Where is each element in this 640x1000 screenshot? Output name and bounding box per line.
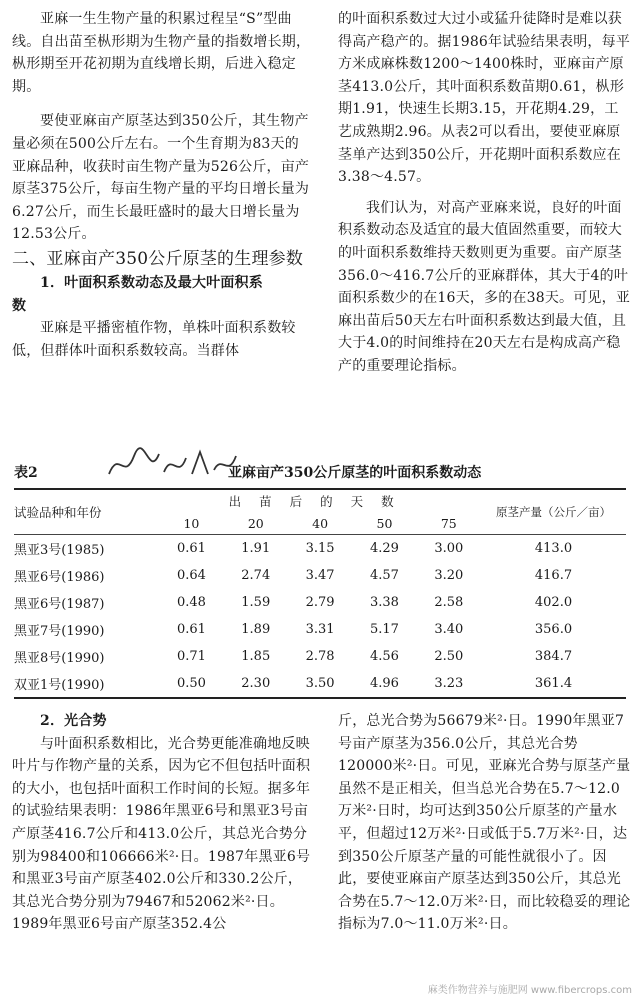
cell-yield: 361.4 bbox=[534, 676, 573, 691]
cell-variety: 黑亚8号(1990) bbox=[14, 651, 105, 666]
column-header-day: 75 bbox=[440, 515, 457, 531]
table-title-row bbox=[14, 462, 626, 484]
paragraph: 斤，总光合势为56679米²·日。1990年黑亚7号亩产原茎为356.0公斤，其总光合势120000米²·日。可见，亚麻光合势与原茎产量虽然不是正相关，但当总光合势在5.7～12.0万米²·日时，均可达到350公斤原茎的产量水平，但超过12万米²·日或低于5.7万米²·日，达到350公斤原茎产量的可能性就很小了。因此，要使亚麻亩产原茎达到350公斤，其总光合势在5.7～12.0万米²·日，而比较稳妥的理论指标为7.0～11.0万米²·日。 bbox=[338, 713, 631, 933]
subsection-heading: 1．叶面积系数动态及最大叶面积系 bbox=[40, 274, 263, 291]
column-header-days: 出苗后的天数 bbox=[228, 494, 412, 509]
cell-variety: 黑亚6号(1987) bbox=[14, 597, 105, 612]
column-top-right bbox=[338, 8, 632, 378]
table bbox=[14, 490, 626, 697]
table-label: 表2 bbox=[14, 465, 38, 481]
cell-variety: 黑亚6号(1986) bbox=[14, 570, 105, 585]
cell-yield: 356.0 bbox=[534, 622, 573, 637]
column-header-yield: 原茎产量（公斤／亩） bbox=[495, 505, 611, 519]
paragraph: 要使亚麻亩产原茎达到350公斤，其生物产量必须在500公斤左右。一个生育期为83天的亚麻品种，收获时亩生物产量为526公斤，亩产原茎375公斤，每亩生物产量的平均日增长量为6.27公斤，而生长最旺盛时的最大日增长量为12.53公斤。 bbox=[12, 113, 310, 243]
cell-value: 0.61 bbox=[176, 541, 206, 556]
column-bottom-left bbox=[12, 710, 312, 936]
table-header-row bbox=[14, 490, 626, 512]
cell-value: 1.85 bbox=[241, 649, 271, 664]
column-header-day: 20 bbox=[247, 515, 264, 531]
cell-value: 4.29 bbox=[369, 541, 399, 556]
table-title: 亚麻亩产350公斤原茎的叶面积系数动态 bbox=[228, 465, 482, 481]
data-table bbox=[14, 462, 626, 699]
column-header-day: 50 bbox=[376, 515, 393, 531]
cell-value: 3.40 bbox=[434, 622, 464, 637]
table-row bbox=[14, 589, 626, 616]
cell-value: 3.38 bbox=[369, 595, 399, 610]
column-bottom-right bbox=[338, 710, 632, 936]
table-row bbox=[14, 562, 626, 589]
cell-value: 1.91 bbox=[241, 541, 271, 556]
cell-value: 4.56 bbox=[369, 649, 399, 664]
cell-value: 3.47 bbox=[305, 568, 335, 583]
cell-variety: 黑亚7号(1990) bbox=[14, 624, 105, 639]
cell-value: 4.96 bbox=[369, 676, 399, 691]
cell-yield: 402.0 bbox=[534, 595, 573, 610]
subsection-heading: 2．光合势 bbox=[40, 713, 107, 729]
paragraph: 亚麻一生生物产量的积累过程呈“S”型曲线。自出苗至枞形期为生物产量的指数增长期，枞形期至开花初期为直线增长期，后进入稳定期。 bbox=[12, 11, 311, 95]
section-heading: 二、亚麻亩产350公斤原茎的生理参数 bbox=[12, 248, 304, 269]
paragraph: 与叶面积系数相比，光合势更能准确地反映叶片与作物产量的关系，因为它不但包括叶面积的大小，也包括叶面积工作时间的长短。据多年的试验结果表明：1986年黑亚6号和黑亚3号亩产原茎416.7公斤和413.0公斤，其总光合势分别为98400和106666米²·日。1987年黑亚6号和黑亚3号亩产原茎402.0公斤和330.2公斤，其总光合势分别为79467和52062米²·日。1989年黑亚6号亩产原茎352.4公 bbox=[12, 735, 311, 933]
table-row bbox=[14, 535, 626, 562]
table-row bbox=[14, 670, 626, 697]
cell-value: 2.79 bbox=[305, 595, 335, 610]
paragraph: 的叶面积系数过大过小或猛升徒降时是难以获得高产稳产的。据1986年试验结果表明，每平方米成麻株数1200～1400株时，亚麻亩产原茎413.0公斤，其叶面积系数苗期0.61，枞形期1.91，快速生长期3.15，开花期4.29，工艺成熟期2.96。从表2可以看出，要使亚麻原茎单产达到350公斤，开花期叶面积系数应在3.38～4.57。 bbox=[338, 11, 631, 186]
cell-value: 0.71 bbox=[176, 649, 206, 664]
cell-yield: 413.0 bbox=[534, 541, 573, 556]
watermark: 麻类作物营养与施肥网 www.fibercrops.com bbox=[427, 985, 632, 996]
column-header-day: 40 bbox=[312, 515, 329, 531]
cell-value: 2.78 bbox=[305, 649, 335, 664]
cell-value: 3.00 bbox=[434, 541, 464, 556]
cell-value: 3.23 bbox=[434, 676, 464, 691]
column-top-left bbox=[12, 8, 312, 362]
paragraph: 我们认为，对高产亚麻来说，良好的叶面积系数动态及适宜的最大值固然重要，而较大的叶面积系数维持天数则更为重要。亩产原茎356.0～416.7公斤的亚麻群体，其大于4的叶面积系数少的在16天，多的在38天。可见，亚麻出苗后50天左右叶面积系数达到最大值，且大于4.0的时间维持在20天左右是构成高产稳产的重要理论指标。 bbox=[338, 199, 631, 374]
table-row bbox=[14, 616, 626, 643]
cell-variety: 双亚1号(1990) bbox=[14, 678, 105, 693]
cell-value: 2.50 bbox=[434, 649, 464, 664]
cell-value: 4.57 bbox=[369, 568, 399, 583]
cell-value: 3.31 bbox=[305, 622, 335, 637]
subsection-heading-continued: 数 bbox=[12, 297, 27, 314]
cell-value: 2.58 bbox=[434, 595, 464, 610]
table-row bbox=[14, 643, 626, 670]
cell-value: 0.48 bbox=[176, 595, 206, 610]
cell-yield: 384.7 bbox=[534, 649, 573, 664]
column-header-variety: 试验品种和年份 bbox=[14, 505, 102, 520]
cell-value: 3.15 bbox=[305, 541, 335, 556]
cell-value: 2.30 bbox=[241, 676, 271, 691]
table-bottom-rule bbox=[14, 697, 626, 699]
paragraph: 亚麻是平播密植作物，单株叶面积系数较低，但群体叶面积系数较高。当群体 bbox=[12, 320, 296, 359]
cell-value: 1.59 bbox=[241, 595, 271, 610]
cell-variety: 黑亚3号(1985) bbox=[14, 543, 105, 558]
cell-value: 0.50 bbox=[176, 676, 206, 691]
cell-value: 0.64 bbox=[176, 568, 206, 583]
handwriting-scribble bbox=[104, 444, 244, 484]
cell-value: 2.74 bbox=[241, 568, 271, 583]
cell-value: 3.20 bbox=[434, 568, 464, 583]
cell-value: 0.61 bbox=[176, 622, 206, 637]
cell-value: 1.89 bbox=[241, 622, 271, 637]
cell-value: 3.50 bbox=[305, 676, 335, 691]
cell-value: 5.17 bbox=[369, 622, 399, 637]
column-header-day: 10 bbox=[183, 515, 200, 531]
cell-yield: 416.7 bbox=[534, 568, 573, 583]
